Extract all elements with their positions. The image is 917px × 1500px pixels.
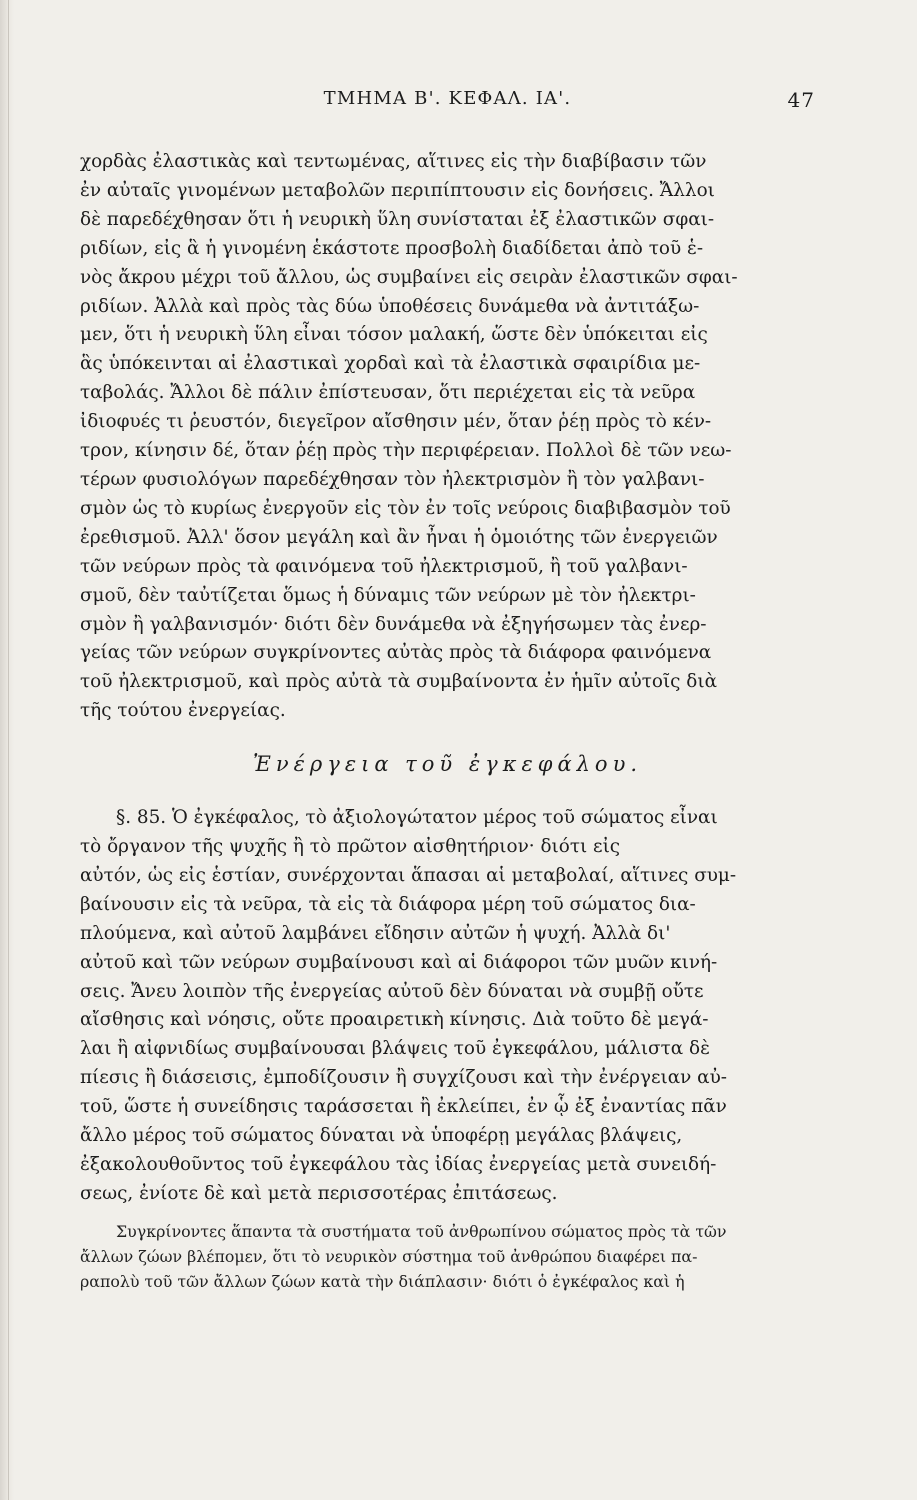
- text-line: σμοῦ, δὲν ταὐτίζεται ὅμως ἡ δύναμις τῶν νεύρων μὲ τὸν ἠλεκτρι-: [80, 584, 696, 606]
- text-line: τῆς τούτου ἐνεργείας.: [80, 700, 286, 722]
- text-line: δὲ παρεδέχθησαν ὅτι ἡ νευρικὴ ὕλη συνίσταται ἐξ ἐλαστικῶν σφαι-: [80, 208, 715, 230]
- paragraph-brain-function: [80, 804, 815, 1209]
- text-line: ἃς ὑπόκεινται αἱ ἐλαστικαὶ χορδαὶ καὶ τὰ ἐλαστικὰ σφαιρίδια με-: [80, 353, 701, 375]
- text-line: μεν, ὅτι ἡ νευρικὴ ὕλη εἶναι τόσον μαλακή, ὥστε δὲν ὑπόκειται εἰς: [80, 324, 708, 346]
- text-line: σμὸν ὡς τὸ κυρίως ἐνεργοῦν εἰς τὸν ἐν τοῖς νεύροις διαβιβασμὸν τοῦ: [80, 497, 731, 519]
- text-line: τρον, κίνησιν δέ, ὅταν ῥέῃ πρὸς τὴν περιφέρειαν. Πολλοὶ δὲ τῶν νεω-: [80, 440, 732, 462]
- text-line: Συγκρίνοντες ἅπαντα τὰ συστήματα τοῦ ἀνθρωπίνου σώματος πρὸς τὰ τῶν: [116, 1221, 727, 1241]
- page-binding-edge: [8, 0, 9, 1500]
- text-line: νὸς ἄκρου μέχρι τοῦ ἄλλου, ὡς συμβαίνει εἰς σειρὰν ἐλαστικῶν σφαι-: [80, 266, 738, 288]
- text-line: αἴσθησις καὶ νόησις, οὔτε προαιρετικὴ κίνησις. Διὰ τοῦτο δὲ μεγά-: [80, 1009, 709, 1031]
- text-line: ριδίων, εἰς ἃ ἡ γινομένη ἑκάστοτε προσβολὴ διαδίδεται ἀπὸ τοῦ ἑ-: [80, 237, 704, 259]
- book-page: [80, 88, 815, 1294]
- text-line: τοῦ ἠλεκτρισμοῦ, καὶ πρὸς αὐτὰ τὰ συμβαίνοντα ἐν ἡμῖν αὐτοῖς διὰ: [80, 671, 718, 693]
- text-line: ἄλλο μέρος τοῦ σώματος δύναται νὰ ὑποφέρῃ μεγάλας βλάψεις,: [80, 1125, 683, 1147]
- text-line: πλούμενα, καὶ αὐτοῦ λαμβάνει εἴδησιν αὐτῶν ἡ ψυχή. Ἀλλὰ δι': [80, 922, 671, 944]
- text-line: γείας τῶν νεύρων συγκρίνοντες αὐτὰς πρὸς τὰ διάφορα φαινόμενα: [80, 642, 712, 664]
- small-print-note: [80, 1219, 815, 1294]
- text-line: ταβολάς. Ἄλλοι δὲ πάλιν ἐπίστευσαν, ὅτι περιέχεται εἰς τὰ νεῦρα: [80, 382, 696, 404]
- text-line: πίεσις ἢ διάσεισις, ἐμποδίζουσιν ἢ συγχίζουσι καὶ τὴν ἐνέργειαν αὐ-: [80, 1067, 727, 1089]
- text-line: ἐξακολουθοῦντος τοῦ ἐγκεφάλου τὰς ἰδίας ἐνεργείας μετὰ συνειδή-: [80, 1154, 717, 1175]
- text-line: ἄλλων ζώων βλέπομεν, ὅτι τὸ νευρικὸν σύστημα τοῦ ἀνθρώπου διαφέρει πα-: [80, 1246, 698, 1266]
- text-line: ραπολὺ τοῦ τῶν ἄλλων ζώων κατὰ τὴν διάπλασιν· διότι ὁ ἐγκέφαλος καὶ ἡ: [80, 1271, 685, 1291]
- running-header: [80, 88, 815, 118]
- text-line: βαίνουσιν εἰς τὰ νεῦρα, τὰ εἰς τὰ διάφορα μέρη τοῦ σώματος δια-: [80, 893, 696, 915]
- text-line: τῶν νεύρων πρὸς τὰ φαινόμενα τοῦ ἠλεκτρισμοῦ, ἢ τοῦ γαλβανι-: [80, 555, 688, 577]
- running-title: ΤΜΗΜΑ Β'. ΚΕΦΑΛ. ΙΑ'.: [323, 88, 572, 109]
- text-line: σεως, ἐνίοτε δὲ καὶ μετὰ περισσοτέρας ἐπιτάσεως.: [80, 1182, 558, 1204]
- text-line: ἐρεθισμοῦ. Ἀλλ' ὅσον μεγάλη καὶ ἂν ἦναι ἡ ὁμοιότης τῶν ἐνεργειῶν: [80, 526, 718, 548]
- text-line: σεις. Ἄνευ λοιπὸν τῆς ἐνεργείας αὐτοῦ δὲν δύναται νὰ συμβῇ οὔτε: [80, 980, 704, 1002]
- text-line: αὐτόν, ὡς εἰς ἑστίαν, συνέρχονται ἅπασαι αἱ μεταβολαί, αἵτινες συμ-: [80, 864, 737, 886]
- text-line: αὐτοῦ καὶ τῶν νεύρων συμβαίνουσι καὶ αἱ διάφοροι τῶν μυῶν κινή-: [80, 951, 718, 973]
- text-line: λαι ἢ αἰφνιδίως συμβαίνουσαι βλάψεις τοῦ ἐγκεφάλου, μάλιστα δὲ: [80, 1038, 710, 1060]
- text-line: τοῦ, ὥστε ἡ συνείδησις ταράσσεται ἢ ἐκλείπει, ἐν ᾧ ἐξ ἐναντίας πᾶν: [80, 1096, 727, 1118]
- page-binding-shadow: [0, 0, 14, 1500]
- text-line: τὸ ὄργανον τῆς ψυχῆς ἢ τὸ πρῶτον αἰσθητήριον· διότι εἰς: [80, 836, 621, 858]
- text-line: χορδὰς ἐλαστικὰς καὶ τεντωμένας, αἵτινες εἰς τὴν διαβίβασιν τῶν: [80, 151, 707, 172]
- text-line: τέρων φυσιολόγων παρεδέχθησαν τὸν ἠλεκτρισμὸν ἢ τὸν γαλβανι-: [80, 468, 705, 490]
- text-line: ριδίων. Ἀλλὰ καὶ πρὸς τὰς δύω ὑποθέσεις δυνάμεθα νὰ ἀντιτάξω-: [80, 295, 700, 317]
- text-line: §. 85. Ὁ ἐγκέφαλος, τὸ ἀξιολογώτατον μέρος τοῦ σώματος εἶναι: [116, 807, 718, 829]
- paragraph-nervous-matter: [80, 148, 815, 726]
- page-number: 47: [787, 88, 815, 112]
- text-line: ἐν αὐταῖς γινομένων μεταβολῶν περιπίπτουσιν εἰς δονήσεις. Ἄλλοι: [80, 179, 715, 201]
- text-line: σμὸν ἢ γαλβανισμόν· διότι δὲν δυνάμεθα νὰ ἐξηγήσωμεν τὰς ἐνερ-: [80, 613, 707, 635]
- section-heading: Ἐνέργεια τοῦ ἐγκεφάλου.: [252, 752, 643, 777]
- text-line: ἰδιοφυές τι ῥευστόν, διεγεῖρον αἴσθησιν μέν, ὅταν ῥέῃ πρὸς τὸ κέν-: [80, 411, 712, 433]
